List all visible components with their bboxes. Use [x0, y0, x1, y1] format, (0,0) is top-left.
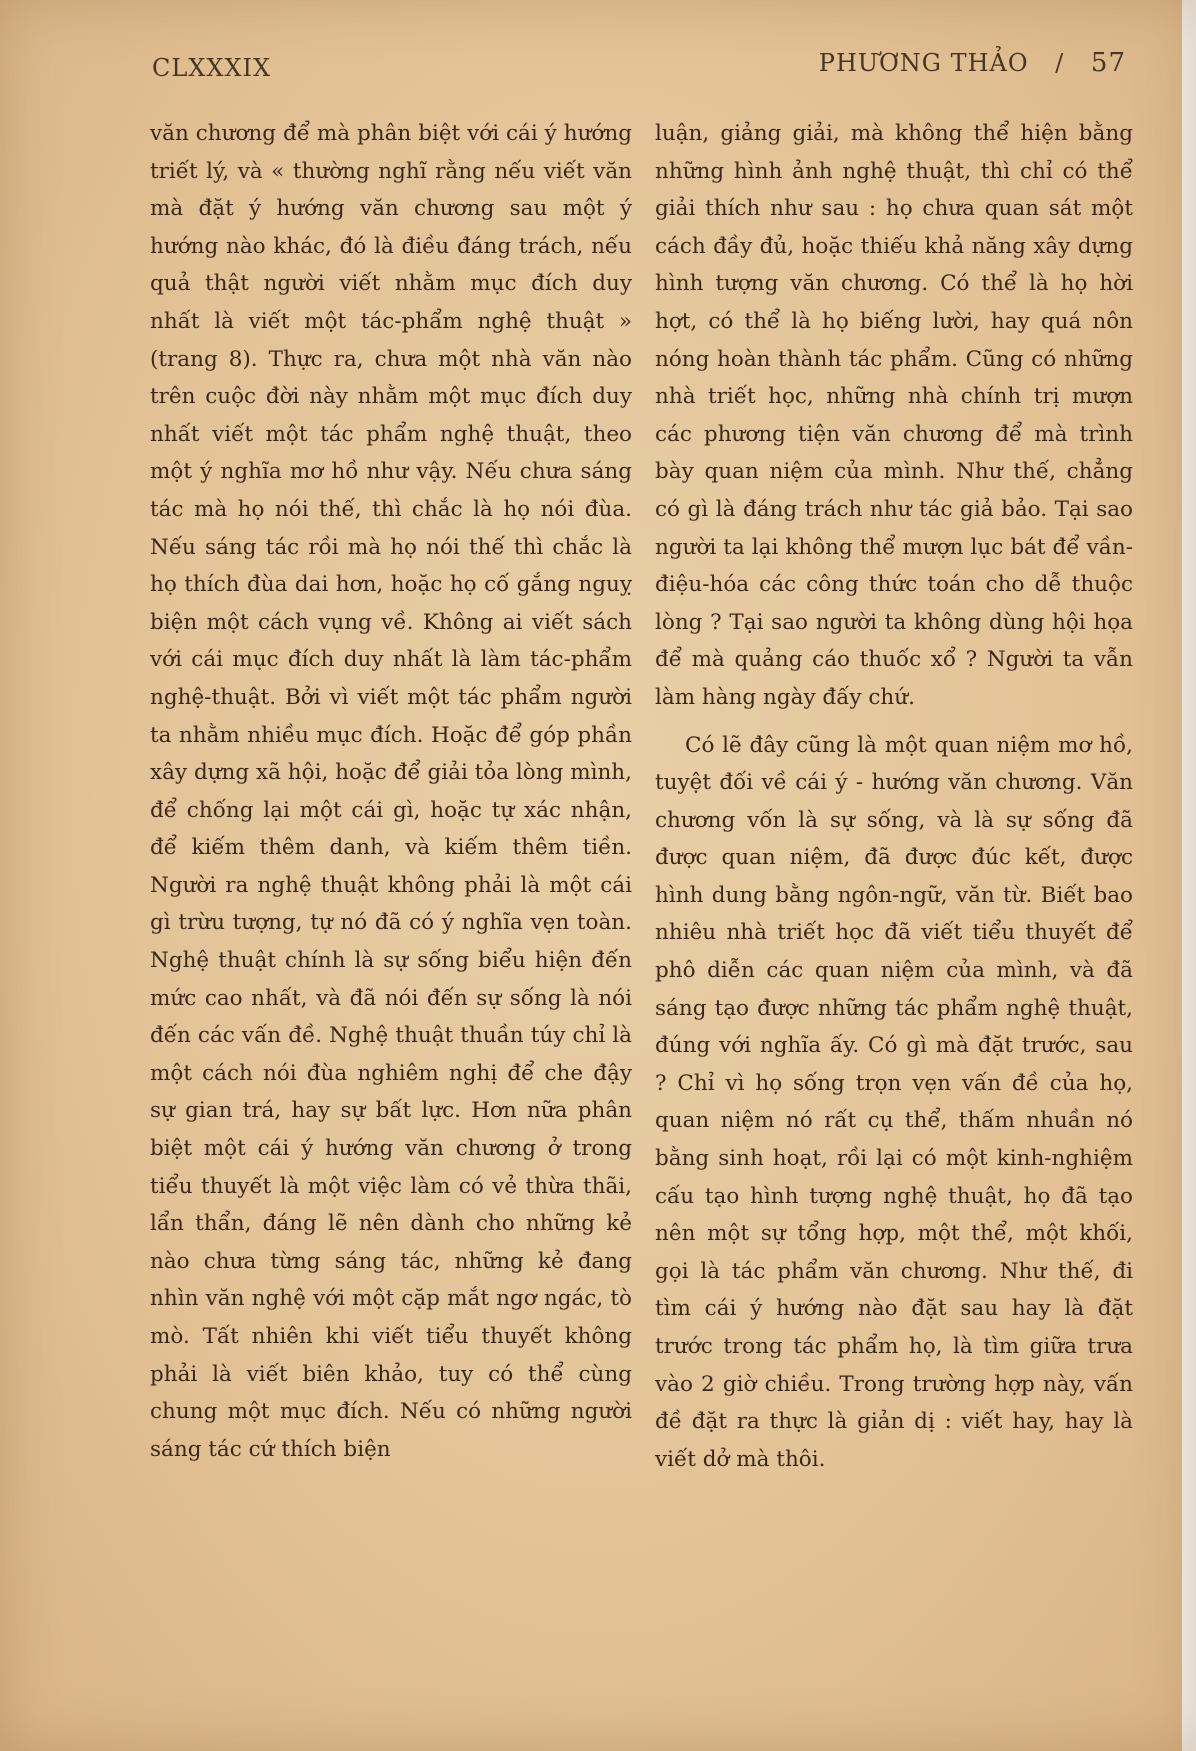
paragraph: Có lẽ đây cũng là một quan niệm mơ hồ, tuyệt đối về cái ý - hướng văn chương. Văn chương vốn là sự sống, và là sự sống đã được quan niệm, đã được đúc kết, được hình dung bằng ngôn-ngữ, văn từ. Biết bao nhiêu nhà triết học đã viết tiểu thuyết để phô diễn các quan niệm của mình, và đã sáng tạo được những tác phẩm nghệ thuật, đúng với nghĩa ấy. Có gì mà đặt trước, sau ? Chỉ vì họ sống trọn vẹn vấn đề của họ, quan niệm nó rất cụ thể, thấm nhuần nó bằng sinh hoạt, rồi lại có một kinh-nghiệm cấu tạo hình tượng nghệ thuật, họ đã tạo nên một sự tổng hợp, một thể, một khối, gọi là tác phẩm văn chương. Như thế, đi tìm cái ý hướng nào đặt sau hay là đặt trước trong tác phẩm họ, là tìm giữa trưa vào 2 giờ chiều. Trong trường hợp này, vấn đề đặt ra thực là giản dị : viết hay, hay là viết dở mà thôi.: [655, 732, 1133, 1472]
chapter-number: CLXXXIX: [152, 54, 272, 82]
running-title: [819, 48, 1126, 78]
left-column: [150, 115, 632, 1468]
author-name: PHƯƠNG THẢO: [818, 49, 1029, 77]
right-column: [655, 115, 1133, 1478]
page-number: 57: [1090, 48, 1126, 78]
page-header: [150, 40, 1126, 88]
paragraph: luận, giảng giải, mà không thể hiện bằng những hình ảnh nghệ thuật, thì chỉ có thể giải thích như sau : họ chưa quan sát một cách đầy đủ, hoặc thiếu khả năng xây dựng hình tượng văn chương. Có thể là họ hời hợt, có thể là họ biếng lười, hay quá nôn nóng hoàn thành tác phẩm. Cũng có những nhà triết học, những nhà chính trị mượn các phương tiện văn chương để mà trình bày quan niệm của mình. Như thế, chẳng có gì là đáng trách như tác giả bảo. Tại sao người ta lại không thể mượn lục bát để vần-điệu-hóa các công thức toán cho dễ thuộc lòng ? Tại sao người ta không dùng hội họa để mà quảng cáo thuốc xổ ? Người ta vẫn làm hàng ngày đấy chứ.: [655, 121, 1133, 710]
header-separator: /: [1055, 49, 1065, 77]
paragraph: văn chương để mà phân biệt với cái ý hướng triết lý, và « thường nghĩ rằng nếu viết văn mà đặt ý hướng văn chương sau một ý hướng nào khác, đó là điều đáng trách, nếu quả thật người viết nhằm mục đích duy nhất là viết một tác-phẩm nghệ thuật » (trang 8). Thực ra, chưa một nhà văn nào trên cuộc đời này nhằm một mục đích duy nhất viết một tác phẩm nghệ thuật, theo một ý nghĩa mơ hồ như vậy. Nếu chưa sáng tác mà họ nói thế, thì chắc là họ nói đùa. Nếu sáng tác rồi mà họ nói thế thì chắc là họ thích đùa dai hơn, hoặc họ cố gắng nguỵ biện một cách vụng về. Không ai viết sách với cái mục đích duy nhất là làm tác-phẩm nghệ-thuật. Bởi vì viết một tác phẩm người ta nhằm nhiều mục đích. Hoặc để góp phần xây dựng xã hội, hoặc để giải tỏa lòng mình, để chống lại một cái gì, hoặc tự xác nhận, để kiếm thêm danh, và kiếm thêm tiền. Người ra nghệ thuật không phải là một cái gì trừu tượng, tự nó đã có ý nghĩa vẹn toàn. Nghệ thuật chính là sự sống biểu hiện đến mức cao nhất, và đã nói đến sự sống là nói đến các vấn đề. Nghệ thuật thuần túy chỉ là một cách nói đùa nghiêm nghị để che đậy sự gian trá, hay sự bất lực. Hơn nữa phân biệt một cái ý hướng văn chương ở trong tiểu thuyết là một việc làm có vẻ thừa thãi, lẩn thẩn, đáng lẽ nên dành cho những kẻ nào chưa từng sáng tác, những kẻ đang nhìn văn nghệ với một cặp mắt ngơ ngác, tò mò. Tất nhiên khi viết tiểu thuyết không phải là viết biên khảo, tuy có thể cùng chung một mục đích. Nếu có những người sáng tác cứ thích biện: [150, 121, 632, 1462]
page-edge: [1182, 0, 1196, 1751]
